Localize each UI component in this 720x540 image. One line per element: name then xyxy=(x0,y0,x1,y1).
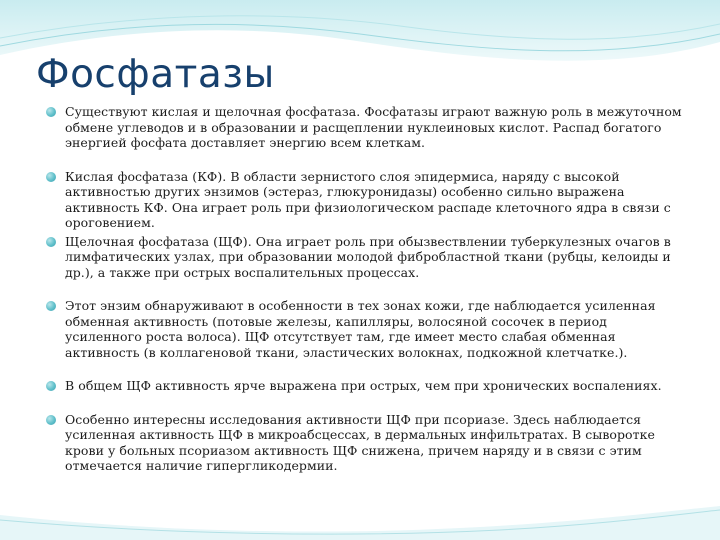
bullet-item: Существуют кислая и щелочная фосфатаза. Фосфатазы играют важную роль в межуточном обмене углеводов и в образовании и расщеплении нуклеиновых кислот. Распад богатого энергией фосфата доставляет энергию всем клеткам. xyxy=(46,104,686,151)
bullet-item: Особенно интересны исследования активности ЩФ при псориазе. Здесь наблюдается усиленная активность ЩФ в микроабсцессах, в дермальных инфильтратах. В сыворотке крови у больных псориазом активность ЩФ снижена, причем наряду и в связи с этим отмечается наличие гипергликодермии. xyxy=(46,412,686,474)
bullet-list xyxy=(46,104,686,474)
bullet-item: Кислая фосфатаза (КФ). В области зернистого слоя эпидермиса, наряду с высокой активностью других энзимов (эстераз, глюкуронидазы) особенно сильно выражена активность КФ. Она играет роль при физиологическом распаде клеточного ядра в связи с ороговением. xyxy=(46,169,686,231)
bullet-item: Этот энзим обнаруживают в особенности в тех зонах кожи, где наблюдается усиленная обменная активность (потовые железы, капилляры, волосяной сосочек в период усиленного роста волоса). ЩФ отсутствует там, где имеет место слабая обменная активность (в коллагеновой ткани, эластических волокнах, подкожной клетчатке.). xyxy=(46,298,686,360)
slide-title: Фосфатазы xyxy=(36,52,275,97)
bullet-item: В общем ЩФ активность ярче выражена при острых, чем при хронических воспалениях. xyxy=(46,378,686,394)
bullet-item: Щелочная фосфатаза (ЩФ). Она играет роль при обызвествлении туберкулезных очагов в лимфатических узлах, при образовании молодой фибробластной ткани (рубцы, келоиды и др.), а также при острых воспалительных процессах. xyxy=(46,234,686,281)
